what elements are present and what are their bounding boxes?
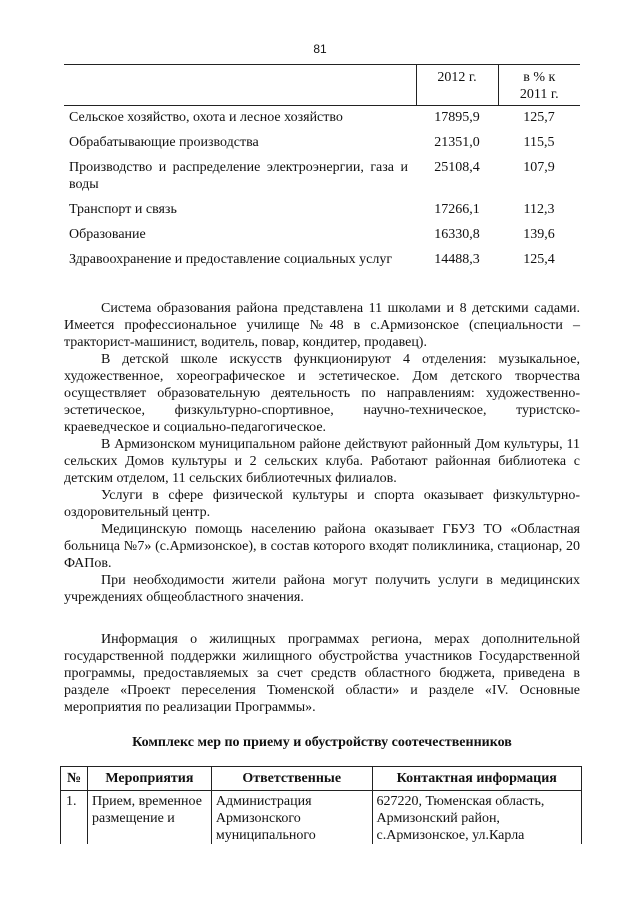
- paragraph-medical-options: При необходимости жители района могут получить услуги в медицинских учреждениях общеобластного значения.: [64, 573, 580, 605]
- stats-row-value: 17895,9: [434, 110, 480, 125]
- measures-header-row: [61, 767, 582, 791]
- measures-table: [60, 766, 582, 844]
- stats-row-pct: 125,7: [523, 110, 555, 125]
- stats-row-value: 25108,4: [434, 160, 480, 175]
- paragraph-sport: Услуги в сфере физической культуры и спорта оказывает физкультурно-оздоровительный центр.: [64, 488, 580, 520]
- stats-row-value: 17266,1: [434, 202, 480, 217]
- measures-row-num: 1.: [61, 791, 88, 845]
- section-title: Комплекс мер по приему и обустройству соотечественников: [132, 735, 512, 750]
- table-row: [64, 224, 580, 249]
- stats-row-pct: 112,3: [523, 202, 555, 217]
- measures-header-events: Мероприятия: [87, 767, 211, 791]
- stats-row-name: Производство и распределение электроэнергии, газа и воды: [69, 160, 408, 192]
- stats-header-pct-line1: в % к: [523, 70, 556, 85]
- paragraph-culture: В Армизонском муниципальном районе действуют районный Дом культуры, 11 сельских Домов культуры и 2 сельских клуба. Работают районная библиотека с детским отделом, 11 сельских библиотечных филиалов.: [64, 437, 580, 486]
- stats-header-pct: [498, 65, 580, 106]
- stats-row-pct: 107,9: [523, 160, 555, 175]
- stats-row-pct: 115,5: [523, 135, 555, 150]
- stats-header-pct-line2: 2011 г.: [519, 87, 559, 102]
- paragraph-housing: Информация о жилищных программах региона, мерах дополнительной государственной поддержки жилищного обустройства участников Государственной программы, предоставляемых за счет средств областного бюджета, приведена в разделе «Проект переселения Тюменской области» и разделе «IV. Основные мероприятия по реализации Программы».: [64, 632, 580, 715]
- stats-row-name: Образование: [69, 227, 146, 242]
- stats-row-pct: 139,6: [523, 227, 555, 242]
- paragraph-medicine: Медицинскую помощь населению района оказывает ГБУЗ ТО «Областная больница №7» (с.Армизонское), в состав которого входят поликлиника, стационар, 20 ФАПов.: [64, 522, 580, 571]
- stats-row-name: Обрабатывающие производства: [69, 135, 259, 150]
- housing-info: [64, 631, 580, 716]
- stats-row-pct: 125,4: [523, 252, 555, 267]
- paragraph-arts-school: В детской школе искусств функционируют 4 отделения: музыкальное, художественное, хореографическое и эстетическое. Дом детского творчества осуществляет образовательную деятельность по направлениям: художественно-эстетическое, физкультурно-спортивное, научно-техническое, туристско-краеведческое и социально-педагогическое.: [64, 352, 580, 435]
- measures-header-responsible: Ответственные: [211, 767, 372, 791]
- stats-row-value: 21351,0: [434, 135, 480, 150]
- table-row: [64, 132, 580, 157]
- stats-header-year: 2012 г.: [416, 65, 498, 106]
- paragraph-education: Система образования района представлена 11 школами и 8 детскими садами. Имеется профессиональное училище №48 в с.Армизонское (специальности – тракторист-машинист, водитель, повар, кондитер, продавец).: [64, 301, 580, 350]
- stats-row-name: Сельское хозяйство, охота и лесное хозяйство: [69, 110, 343, 125]
- stats-header-name: [64, 65, 416, 106]
- measures-row-responsible: Администрация Армизонского муниципального: [211, 791, 372, 845]
- stats-row-name: Здравоохранение и предоставление социальных услуг: [69, 252, 393, 267]
- stats-row-name: Транспорт и связь: [69, 202, 177, 217]
- measures-row-events: Прием, временное размещение и: [87, 791, 211, 845]
- stats-header-row: [64, 65, 580, 106]
- table-row: [61, 791, 582, 845]
- table-row: [64, 106, 580, 133]
- table-row: [64, 199, 580, 224]
- table-row: [64, 157, 580, 199]
- stats-table: [64, 64, 580, 274]
- measures-row-contacts: 627220, Тюменская область, Армизонский район, с.Армизонское, ул.Карла: [372, 791, 581, 845]
- stats-row-value: 14488,3: [434, 252, 480, 267]
- page-number: 81: [313, 42, 327, 56]
- district-description: [64, 300, 580, 606]
- stats-row-value: 16330,8: [434, 227, 480, 242]
- measures-header-contacts: Контактная информация: [372, 767, 581, 791]
- measures-header-num: №: [61, 767, 88, 791]
- table-row: [64, 249, 580, 274]
